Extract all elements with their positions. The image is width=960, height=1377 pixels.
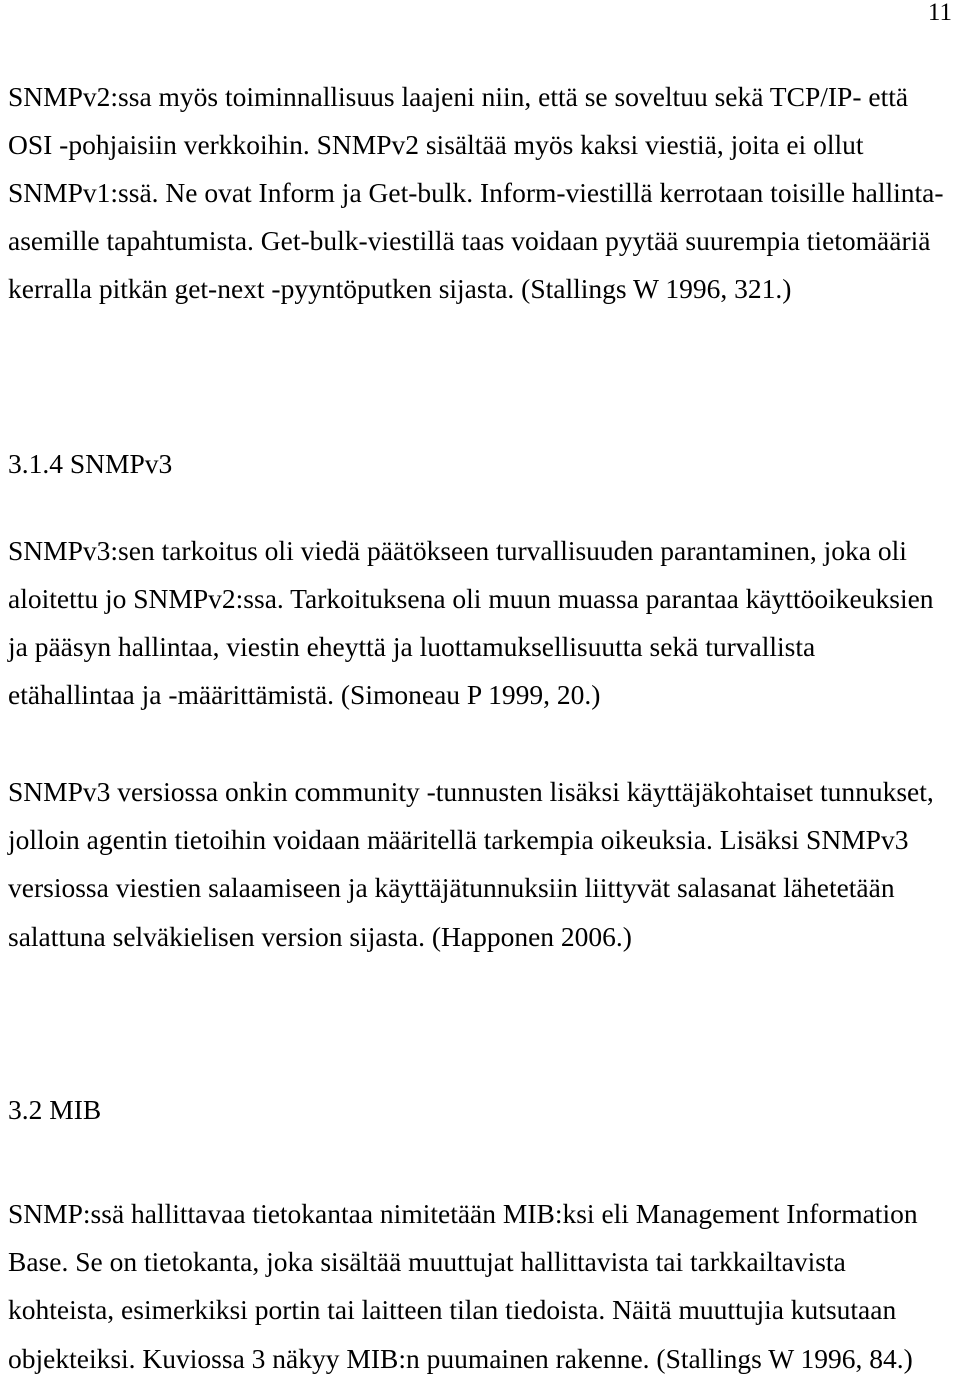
text-line: kohteista, esimerkiksi portin tai laitteen tilan tiedoista. Näitä muuttujia kutsutaan xyxy=(8,1294,897,1325)
text-line: versiossa viestien salaamiseen ja käyttäjätunnuksiin liittyvät salasanat lähetetään xyxy=(8,872,895,903)
section-heading-snmpv3: 3.1.4 SNMPv3 xyxy=(8,448,173,479)
text-line: SNMPv1:ssä. Ne ovat Inform ja Get-bulk. Inform-viestillä kerrotaan toisille hallinta- xyxy=(8,177,944,208)
text-line: jolloin agentin tietoihin voidaan määritellä tarkempia oikeuksia. Lisäksi SNMPv3 xyxy=(8,824,909,855)
text-line: ja pääsyn hallintaa, viestin eheyttä ja luottamuksellisuutta sekä turvallista xyxy=(8,631,816,662)
text-line: kerralla pitkän get-next -pyyntöputken sijasta. (Stallings W 1996, 321.) xyxy=(8,273,792,304)
text-line: SNMP:ssä hallittavaa tietokantaa nimitetään MIB:ksi eli Management Information xyxy=(8,1198,918,1229)
text-line: salattuna selväkielisen version sijasta. (Happonen 2006.) xyxy=(8,921,632,952)
text-line: objekteiksi. Kuviossa 3 näkyy MIB:n puumainen rakenne. (Stallings W 1996, 84.) xyxy=(8,1343,913,1374)
text-line: SNMPv3:sen tarkoitus oli viedä päätökseen turvallisuuden parantaminen, joka oli xyxy=(8,535,907,566)
text-line: SNMPv2:ssa myös toiminnallisuus laajeni niin, että se soveltuu sekä TCP/IP- että xyxy=(8,81,909,112)
text-line: aloitettu jo SNMPv2:ssa. Tarkoituksena oli muun muassa parantaa käyttöoikeuksien xyxy=(8,583,934,614)
text-line: OSI -pohjaisiin verkkoihin. SNMPv2 sisältää myös kaksi viestiä, joita ei ollut xyxy=(8,129,864,160)
page-number: 11 xyxy=(927,0,952,26)
text-line: asemille tapahtumista. Get-bulk-viestillä taas voidaan pyytää suurempia tietomääriä xyxy=(8,225,931,256)
text-line: SNMPv3 versiossa onkin community -tunnusten lisäksi käyttäjäkohtaiset tunnukset, xyxy=(8,776,934,807)
section-heading-mib: 3.2 MIB xyxy=(8,1094,102,1125)
text-line: etähallintaa ja -määrittämistä. (Simoneau P 1999, 20.) xyxy=(8,679,601,710)
text-line: Base. Se on tietokanta, joka sisältää muuttujat hallittavista tai tarkkailtavista xyxy=(8,1246,846,1277)
